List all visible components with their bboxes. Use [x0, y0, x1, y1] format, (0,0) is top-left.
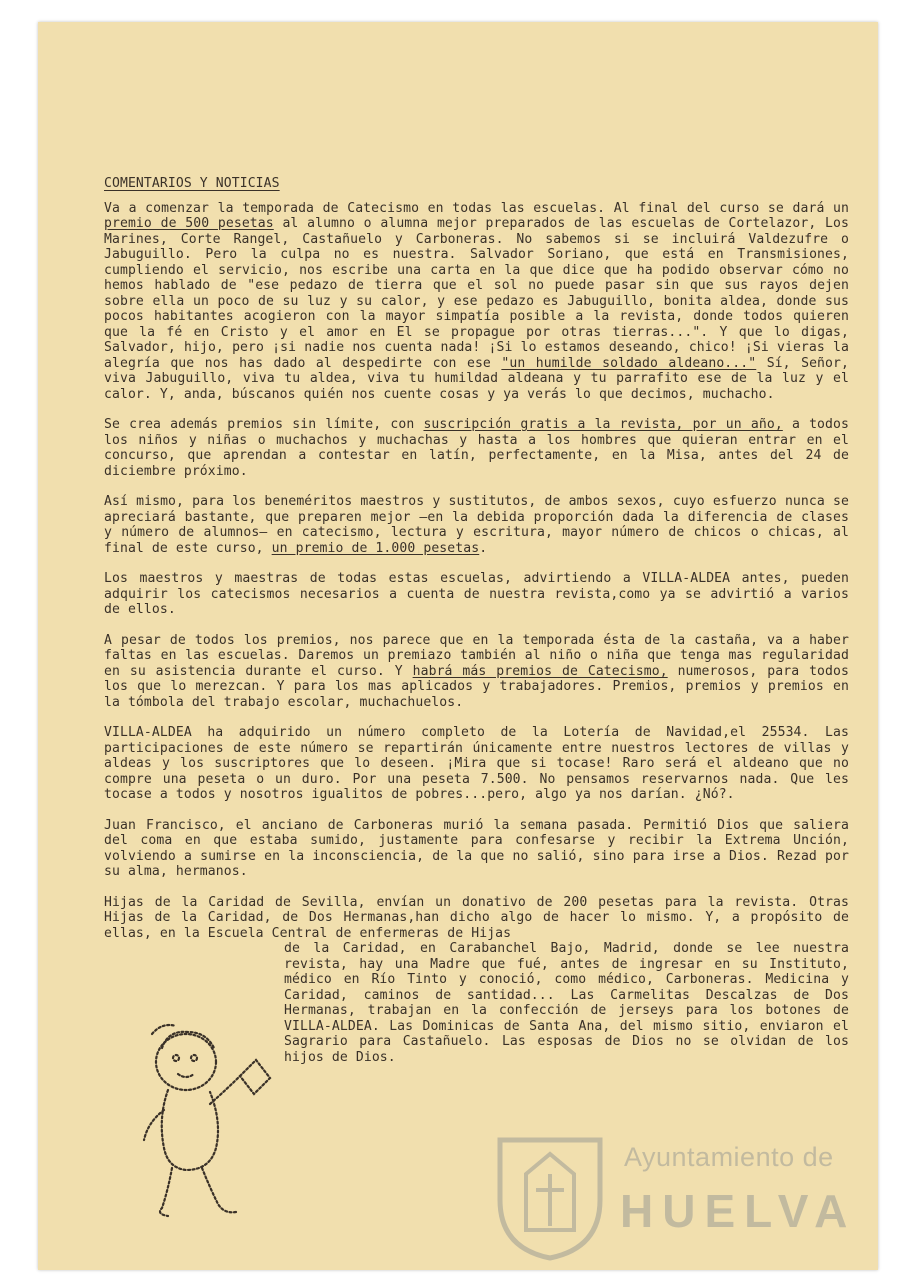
paragraph-suscripcion: [104, 417, 849, 479]
text-run: A pesar de todos los premios, nos parece que en la temporada ésta de la castaña, va a haber faltas en las escuelas. Daremos un premiazo también al niño o niña que tenga mas regularidad en su asistencia durante el curso. Y: [104, 632, 849, 679]
underlined-prize: premio de 500 pesetas: [104, 216, 274, 231]
huelva-seal-icon: [490, 1130, 610, 1262]
watermark-text-top: Ayuntamiento de: [624, 1142, 834, 1172]
paragraph-juan-francisco: Juan Francisco, el anciano de Carboneras murió la semana pasada. Permitió Dios que saliera del coma en que estaba sumido, justamente para confesarse y recibir la Extrema Unción, volviendo a sumirse en la inconsciencia, de la que no salió, sino para irse a Dios. Rezad por su alma, hermanos.: [104, 817, 849, 879]
text-run: Va a comenzar la temporada de Catecismo en todas las escuelas. Al final del curso se dará un: [104, 200, 849, 216]
text-run: a todos los niños y niñas o muchachos y muchachas y hasta a los hombres que quieran entrar en el concurso, que aprendan a contestar en latín, perfectamente, en la Misa, antes del 24 de diciembre próximo.: [104, 417, 849, 479]
watermark-logo: [486, 1130, 876, 1265]
section-heading: COMENTARIOS Y NOTICIAS: [104, 176, 280, 191]
paragraph-indented: de la Caridad, en Carabanchel Bajo, Madrid, donde se lee nuestra revista, hay una Madre que fué, antes de ingresar en su Instituto, médico en Río Tinto y conoció, como médico, Carboneras. Medicina y Caridad, caminos de santidad... Las Carmelitas Descalzas de Dos Hermanas, trabajan en la confección de jerseys para los botones de VILLA-ALDEA. Las Dominicas de Santa Ana, del mismo sitio, enviaron el Sagrario para Castañuelo. Las esposas de Dios no se olvidan de los hijos de Dios.: [284, 941, 849, 1065]
paragraph-castana: [104, 633, 849, 711]
document-body: [104, 176, 849, 1065]
text-run: Sí, Señor, viva Jabuguillo, viva tu aldea, viva tu humildad aldeana y tu parrafito ese de la luz y el calor. Y, anda, búscanos quién nos cuente cosas y ya verás lo que decimos, muchacho.: [104, 355, 849, 402]
text-run: Así mismo, para los beneméritos maestros y sustitutos, de ambos sexos, cuyo esfuerzo nunca se apreciará bastante, que preparen mejor —en la debida proporción dada la diferencia de clases y número de alumnos— en catecismo, lectura y escritura, mayor número de chicos o chicas, al final de este curso,: [104, 494, 849, 556]
text-run: .: [479, 540, 488, 556]
paragraph-catecismos: Los maestros y maestras de todas estas escuelas, advirtiendo a VILLA-ALDEA antes, pueden adquirir los catecismos necesarios a cuenta de nuestra revista,como ya se advirtió a varios de ellos.: [104, 571, 849, 617]
paragraph-catecismo: [104, 201, 849, 403]
paragraph-lead: Hijas de la Caridad de Sevilla, envían un donativo de 200 pesetas para la revista. Otras Hijas de la Caridad, de Dos Hermanas,han dicho algo de hacer lo mismo. Y, a propósito de ellas, en la Escuela Central de enfermeras de Hijas: [104, 894, 849, 941]
text-run: Se crea además premios sin límite, con: [104, 417, 424, 432]
child-drawing-icon: [128, 1018, 288, 1223]
paragraph-maestros: [104, 494, 849, 556]
underlined-subscription: suscripción gratis a la revista, por un año,: [423, 417, 783, 432]
paragraph-loteria: VILLA-ALDEA ha adquirido un número completo de la Lotería de Navidad,el 25534. Las participaciones de este número se repartirán únicamente entre nuestros lectores de villas y aldeas y los suscriptores que lo deseen. ¡Mira que si tocase! Raro será el aldeano que no compre una peseta o un duro. Por una peseta 7.500. No pensamos reservarnos nada. Que les tocase a todos y nosotros igualitos de pobres...pero, algo ya nos darían. ¿Nó?.: [104, 725, 849, 802]
text-run: al alumno o alumna mejor preparados de las escuelas de Cortelazor, Los Marines, Corte Rangel, Castañuelo y Carboneras. No sabemos si se incluirá Valdezufre o Jabuguillo. Pero la culpa no es nuestra. Salvador Soriano, que está en Transmisiones, cumpliendo el servicio, nos escribe una carta en la que dice que ha podido observar cómo no hemos hablado de "ese pedazo de tierra que el sol no puede pasar sin que sus rayos dejen sobre ella un poco de su luz y su calor, y ese pedazo es Jabuguillo, bonita aldea, donde sus pocos habitantes acogieron con la mayor simpatía posible a la revista, donde todos quieren que la fé en Cristo y el amor en El se propague por otras tierras...". Y que lo digas, Salvador, hijo, pero ¡si nadie nos cuenta nada! ¡Si lo estamos deseando, chico! ¡Si vieras la alegría que nos has dado al despedirte con ese: [104, 216, 849, 371]
text-run: numerosos, para todos los que lo merezcan. Y para los mas aplicados y trabajadores. Premios, premios y premios en la tómbola del trabajo escolar, muchachuelos.: [104, 663, 849, 710]
watermark-text-city: HUELVA: [620, 1185, 857, 1237]
underlined-quote: "un humilde soldado aldeano...": [501, 355, 757, 371]
underlined-prize-1000: un premio de 1.000 pesetas: [271, 540, 480, 556]
underlined-more-prizes: habrá más premios de Catecismo,: [412, 663, 668, 679]
